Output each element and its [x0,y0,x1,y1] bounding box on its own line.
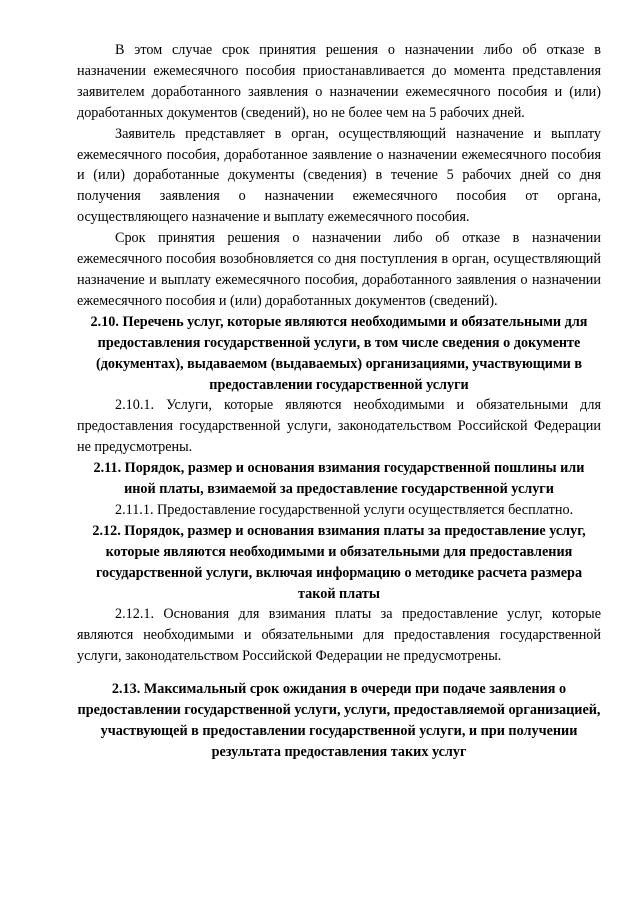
paragraph-term-resumption: Срок принятия решения о назначении либо об отказе в назначении ежемесячного пособия возобновляется со дня поступления в орган, осуществляющий назначение и выплату ежемесячного пособия, доработанного заявления о назначении ежемесячного пособия и (или) доработанных документов (сведений). [77,230,601,309]
section-heading-2-12: 2.12. Порядок, размер и основания взимания платы за предоставление услуг, которые являются необходимыми и обязательными для предоставления государственной услуги, включая информацию о методике расчета размера такой платы [92,522,586,602]
section-text-2-12-1: 2.12.1. Основания для взимания платы за предоставление услуг, которые являются необходимыми и обязательными для предоставления государственной услуги, законодательством Российской Федерации не предусмотрены. [77,606,601,665]
section-heading-2-13: 2.13. Максимальный срок ожидания в очереди при подаче заявления о предоставлении государственной услуги, услуги, предоставляемой организацией, участвующей в предоставлении государственной услуги, и при получении результата предоставления таких услуг [77,681,601,760]
section-heading-2-10: 2.10. Перечень услуг, которые являются необходимыми и обязательными для предоставления государственной услуги, в том числе сведения о документе (документах), выдаваемом (выдаваемых) организациями, участвующими в предоставлении государственной услуги [90,313,588,393]
document-body [77,40,601,763]
paragraph-suspension-of-term: В этом случае срок принятия решения о назначении либо об отказе в назначении ежемесячного пособия приостанавливается до момента представления заявителем доработанного заявления о назначении ежемесячного пособия и (или) доработанных документов (сведений), но не более чем на 5 рабочих дней. [77,42,601,121]
section-text-2-11-1: 2.11.1. Предоставление государственной услуги осуществляется бесплатно. [115,501,574,518]
paragraph-applicant-submission: Заявитель представляет в орган, осуществляющий назначение и выплату ежемесячного пособия, доработанное заявление о назначении ежемесячного пособия и (или) доработанные документы (сведения) в течение 5 рабочих дней со дня получения заявления о назначении ежемесячного пособия от органа, осуществляющего назначение и выплату ежемесячного пособия. [77,125,601,226]
section-text-2-10-1: 2.10.1. Услуги, которые являются необходимыми и обязательными для предоставления государственной услуги, законодательством Российской Федерации не предусмотрены. [77,397,601,456]
section-heading-2-11: 2.11. Порядок, размер и основания взимания государственной пошлины или иной платы, взимаемой за предоставление государственной услуги [93,460,585,498]
